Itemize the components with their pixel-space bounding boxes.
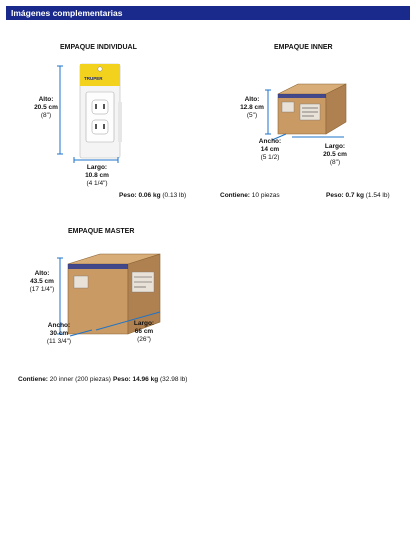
individual-title: EMPAQUE INDIVIDUAL — [60, 44, 137, 51]
individual-peso: Peso: 0.06 kg (0.13 lb) — [119, 192, 187, 199]
master-ancho: Ancho: 30 cm (11 3/4") — [46, 322, 72, 345]
individual-alto: Alto: 20.5 cm (8") — [34, 96, 58, 119]
master-peso: Peso: 14.96 kg (32.98 lb) — [113, 376, 188, 383]
master-title: EMPAQUE MASTER — [68, 228, 135, 235]
individual-largo: Largo: 10.8 cm (4 1/4") — [85, 164, 109, 187]
master-contiene: Contiene: 20 inner (200 piezas) — [18, 376, 111, 383]
inner-ancho: Ancho: 14 cm (5 1/2) — [258, 138, 282, 161]
master-largo: Largo: 66 cm (26") — [133, 320, 155, 343]
master-alto: Alto: 43.5 cm (17 1/4") — [29, 270, 55, 293]
inner-contiene: Contiene: 10 piezas — [220, 192, 280, 199]
section-header: Imágenes complementarias — [6, 6, 410, 20]
inner-alto: Alto: 12.8 cm (5") — [240, 96, 264, 119]
inner-largo: Largo: 20.5 cm (8") — [323, 143, 347, 166]
inner-peso: Peso: 0.7 kg (1.54 lb) — [326, 192, 390, 199]
individual-brand: TRUPER — [84, 76, 103, 81]
inner-title: EMPAQUE INNER — [274, 44, 333, 51]
